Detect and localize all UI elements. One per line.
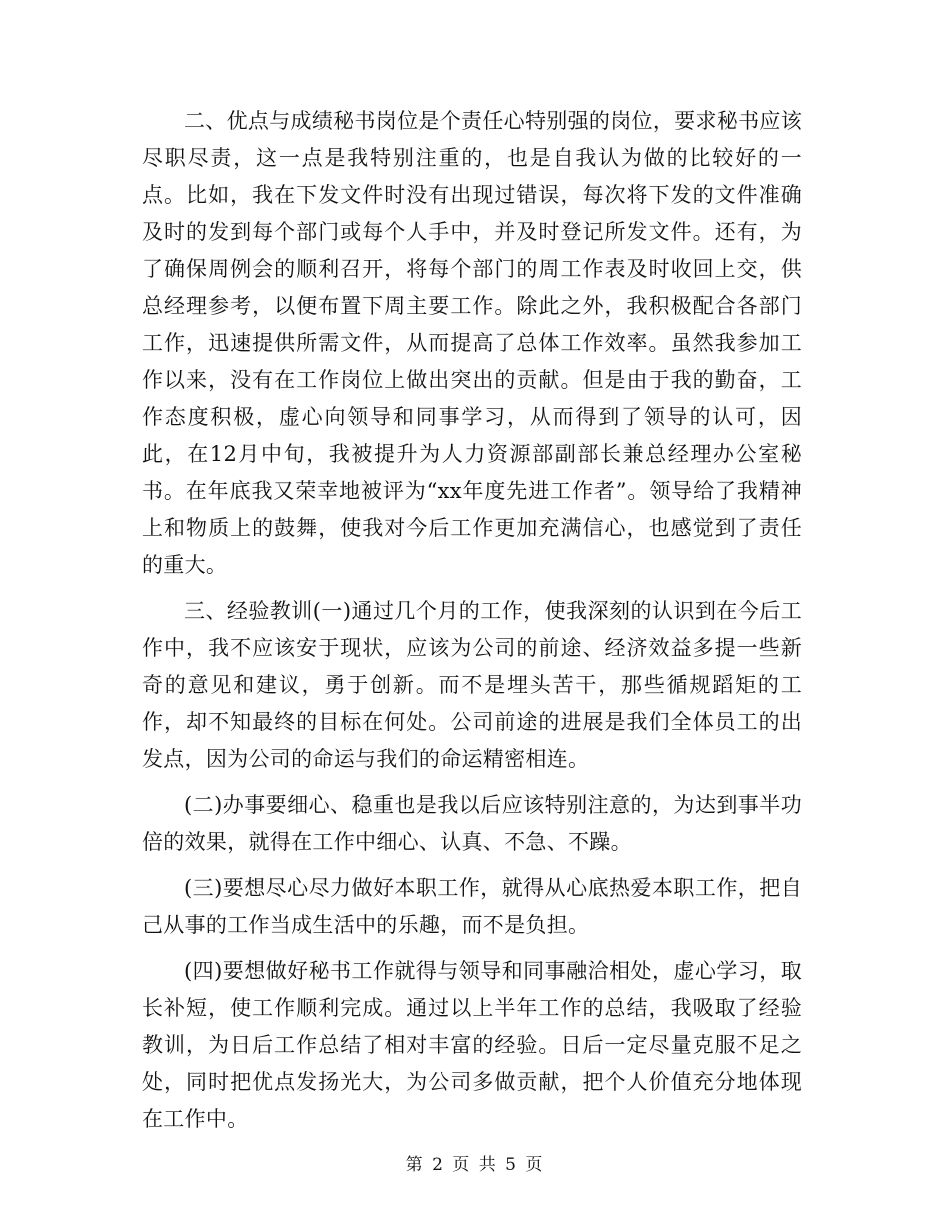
page-number-footer: 第 2 页 共 5 页 xyxy=(405,1155,545,1175)
paragraph-lessons-3: (三)要想尽心尽力做好本职工作，就得从心底热爱本职工作，把自己从事的工作当成生活中的乐趣，而不是负担。 xyxy=(142,876,802,937)
paragraph-lessons-2: (二)办事要细心、稳重也是我以后应该特别注意的，为达到事半功倍的效果，就得在工作中细心、认真、不急、不躁。 xyxy=(142,793,802,854)
paragraph-lessons-1: 三、经验教训(一)通过几个月的工作，使我深刻的认识到在今后工作中，我不应该安于现状，应该为公司的前途、经济效益多提一些新奇的意见和建议，勇于创新。而不是埋头苦干，那些循规蹈矩的工作，却不知最终的目标在何处。公司前途的进展是我们全体员工的出发点，因为公司的命运与我们的命运精密相连。 xyxy=(142,599,802,771)
paragraph-strengths-achievements: 二、优点与成绩秘书岗位是个责任心特别强的岗位，要求秘书应该尽职尽责，这一点是我特别注重的，也是自我认为做的比较好的一点。比如，我在下发文件时没有出现过错误，每次将下发的文件准确及时的发到每个部门或每个人手中，并及时登记所发文件。还有，为了确保周例会的顺利召开，将每个部门的周工作表及时收回上交，供总经理参考，以便布置下周主要工作。除此之外，我积极配合各部门工作，迅速提供所需文件，从而提高了总体工作效率。虽然我参加工作以来，没有在工作岗位上做出突出的贡献。但是由于我的勤奋，工作态度积极，虚心向领导和同事学习，从而得到了领导的认可，因此，在12月中旬，我被提升为人力资源部副部长兼总经理办公室秘书。在年底我又荣幸地被评为“xx年度先进工作者”。领导给了我精神上和物质上的鼓舞，使我对今后工作更加充满信心，也感觉到了责任的重大。 xyxy=(142,109,802,577)
paragraph-lessons-4: (四)要想做好秘书工作就得与领导和同事融洽相处，虚心学习，取长补短，使工作顺利完成。通过以上半年工作的总结，我吸取了经验教训，为日后工作总结了相对丰富的经验。日后一定尽量克服不足之处，同时把优点发扬光大，为公司多做贡献，把个人价值充分地体现在工作中。 xyxy=(142,959,802,1131)
document-body xyxy=(142,103,802,1147)
